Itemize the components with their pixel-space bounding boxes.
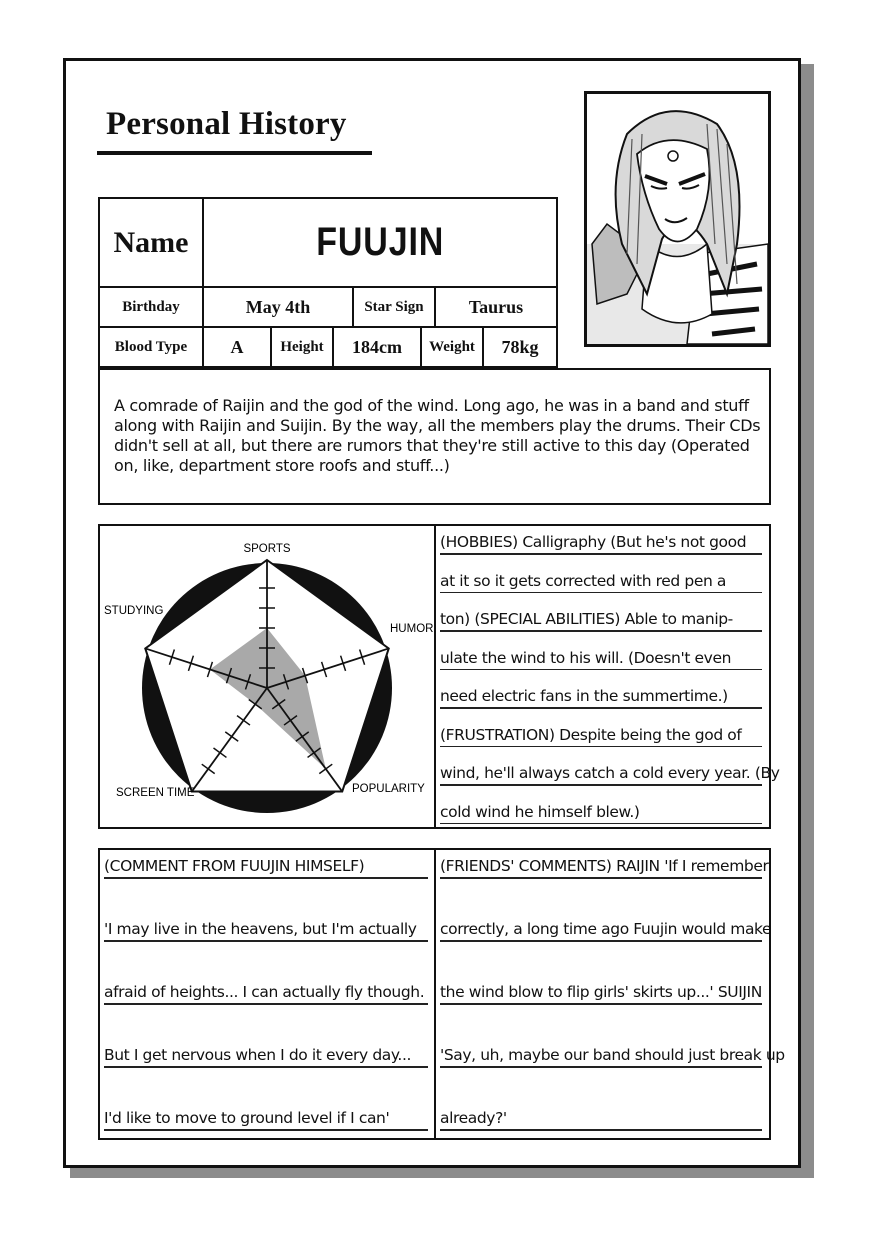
ruled-line [440,630,762,632]
blood-type-label: Blood Type [98,326,204,368]
birthday-value: May 4th [202,286,354,328]
comment_friends-line: correctly, a long time ago Fuujin would make [440,920,772,938]
ruled-line [440,553,762,555]
name-value-cell [202,197,558,288]
hobbies-line: (FRUSTRATION) Despite being the god of [440,725,742,744]
comment_self-line: (COMMENT FROM FUUJIN HIMSELF) [104,857,365,875]
star-sign-value: Taurus [434,286,558,328]
comment_friends-line: the wind blow to flip girls' skirts up...' SUIJIN [440,983,762,1001]
hobbies-line: ulate the wind to his will. (Doesn't even [440,648,732,667]
ruled-line [104,1129,428,1131]
ruled-line [440,707,762,709]
hobbies-line: at it so it gets corrected with red pen a [440,571,727,590]
ruled-line [440,1066,762,1068]
ruled-line [104,877,428,879]
title-underline [97,151,372,155]
ruled-line [104,1066,428,1068]
ruled-line [440,823,762,825]
radar-chart [98,524,436,829]
ruled-line [440,1003,762,1005]
hobbies-line: wind, he'll always catch a cold every year. (By [440,764,780,782]
radar-axis-label: STUDYING [104,605,164,617]
star-sign-label: Star Sign [352,286,436,328]
hobbies-line: (HOBBIES) Calligraphy (But he's not good [440,533,747,551]
radar-axis-label: HUMOR [390,623,434,635]
radar-axis-label: SCREEN TIME [116,787,195,799]
weight-label: Weight [420,326,484,368]
birthday-label: Birthday [98,286,204,328]
radar-axis-label: SPORTS [243,543,291,555]
ruled-line [440,940,762,942]
ruled-line [440,1129,762,1131]
radar-axis-label: POPULARITY [352,783,425,795]
hobbies-line: need electric fans in the summertime.) [440,687,728,705]
ruled-line [440,669,762,671]
weight-value: 78kg [482,326,558,368]
ruled-line [440,784,762,786]
blood-type-value: A [202,326,272,368]
character-portrait [584,91,771,347]
hobbies-line: cold wind he himself blew.) [440,802,640,821]
ruled-line [440,746,762,748]
comment_self-line: 'I may live in the heavens, but I'm actually [104,920,417,938]
name-label: Name [98,197,204,288]
ruled-line [440,592,762,594]
comment_self-line: afraid of heights... I can actually fly though. [104,983,425,1001]
comment_self-line: But I get nervous when I do it every day... [104,1046,411,1064]
comment_self-line: I'd like to move to ground level if I can' [104,1109,390,1127]
ruled-line [440,877,762,879]
hobbies-line: ton) (SPECIAL ABILITIES) Able to manip- [440,610,733,628]
ruled-line [104,1003,428,1005]
comment_friends-line: 'Say, uh, maybe our band should just break up [440,1046,785,1064]
height-value: 184cm [332,326,422,368]
page-title: Personal History [106,106,347,142]
comment_friends-line: already?' [440,1109,507,1127]
description-text: A comrade of Raijin and the god of the wind. Long ago, he was in a band and stuff along with Raijin and Suijin. By the way, all the members play the drums. Their CDs didn't sell at all, but there are rumors that they're still active to this day (Operated on, like, department store roofs and stuff...) [114,396,761,475]
name-value: FUUJIN [316,220,444,264]
comment_friends-line: (FRIENDS' COMMENTS) RAIJIN 'If I remember [440,857,769,875]
ruled-line [104,940,428,942]
height-label: Height [270,326,334,368]
